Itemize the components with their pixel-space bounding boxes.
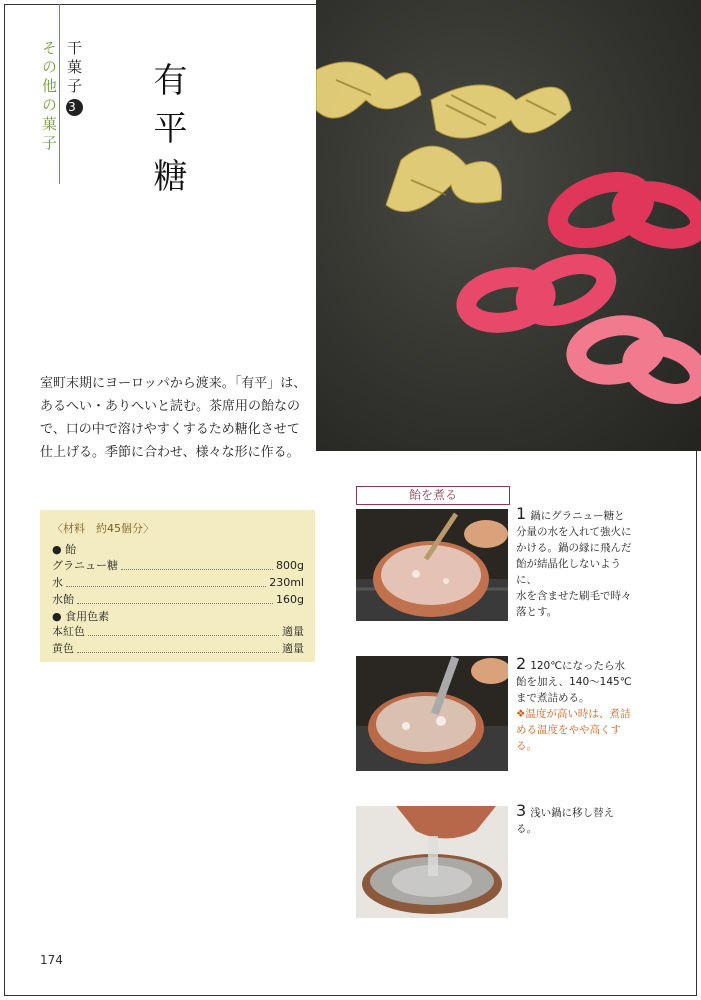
ingredient-row bbox=[52, 574, 304, 590]
step-1 bbox=[516, 506, 636, 620]
step-text: かける。鍋の縁に飛んだ bbox=[516, 542, 632, 554]
step-text: 浅い鍋に移し替え bbox=[530, 807, 615, 819]
ingredient-name: 水飴 bbox=[52, 593, 74, 606]
ingredient-amount: 適量 bbox=[282, 625, 304, 638]
step-tip: める温度をやや高くする。 bbox=[516, 724, 621, 752]
dot-leader bbox=[88, 627, 279, 636]
step-text: 120℃になったら水 bbox=[530, 660, 626, 672]
ingredient-section-label: ● 食用色素 bbox=[52, 610, 110, 623]
intro-line: 室町末期にヨーロッパから渡来。「有平」は、 bbox=[40, 376, 307, 391]
page-title: 有平糖 bbox=[147, 62, 187, 206]
intro-line: 仕上げる。季節に合わせ、様々な形に作る。 bbox=[40, 445, 300, 460]
intro-line: あるへい・ありへいと読む。茶席用の飴なの bbox=[40, 399, 301, 414]
step-number: 3 bbox=[516, 801, 527, 820]
step-text: 落とす。 bbox=[516, 606, 558, 618]
intro-text bbox=[40, 372, 310, 464]
step-number: 2 bbox=[516, 654, 527, 673]
step-text: 飴を加え、140〜145℃ bbox=[516, 676, 632, 688]
ingredient-row bbox=[52, 640, 304, 656]
ingredient-section-label: ● 飴 bbox=[52, 543, 77, 556]
step-tip: ❖温度が高い時は、煮詰 bbox=[516, 708, 631, 720]
step-text: る。 bbox=[516, 823, 537, 835]
ingredient-row bbox=[52, 591, 304, 607]
category-rule bbox=[59, 4, 60, 184]
ingredient-amount: 800g bbox=[276, 558, 304, 572]
step-text: 鍋にグラニュー糖と bbox=[530, 510, 625, 522]
step-text: まで煮詰める。 bbox=[516, 692, 590, 704]
dot-leader bbox=[66, 578, 266, 587]
step-3-photo bbox=[356, 806, 508, 918]
step-2 bbox=[516, 656, 636, 754]
dot-leader bbox=[77, 595, 273, 604]
hero-photo bbox=[316, 0, 701, 451]
section-title: 飴を煮る bbox=[356, 486, 510, 505]
subcategory-label: その他の菓子 bbox=[40, 40, 58, 154]
step-3 bbox=[516, 803, 636, 837]
category-number-badge: 3 bbox=[66, 99, 83, 116]
ingredients-box bbox=[40, 510, 315, 662]
ingredient-amount: 230ml bbox=[269, 575, 304, 589]
step-text: 分量の水を入れて強火に bbox=[516, 526, 632, 538]
dot-leader bbox=[77, 644, 279, 653]
ingredients-heading: 〈材料 約45個分〉 bbox=[52, 522, 154, 535]
ingredient-name: 黄色 bbox=[52, 642, 74, 655]
ingredient-name: 水 bbox=[52, 576, 63, 589]
ingredient-name: グラニュー糖 bbox=[52, 559, 118, 572]
category-label: 干菓子3 bbox=[65, 40, 83, 114]
intro-line: で、口の中で溶けやすくするため糖化させて bbox=[40, 422, 300, 437]
dot-leader bbox=[121, 561, 273, 570]
step-text: 飴が結晶化しないように、 bbox=[516, 558, 621, 586]
ingredient-name: 本紅色 bbox=[52, 625, 85, 638]
step-number: 1 bbox=[516, 504, 527, 523]
page-number: 174 bbox=[40, 953, 63, 967]
ingredient-amount: 160g bbox=[276, 592, 304, 606]
step-2-photo bbox=[356, 656, 508, 771]
ingredient-amount: 適量 bbox=[282, 642, 304, 655]
ingredient-row bbox=[52, 623, 304, 639]
ingredient-row bbox=[52, 557, 304, 573]
step-text: 水を含ませた刷毛で時々 bbox=[516, 590, 632, 602]
step-1-photo bbox=[356, 509, 508, 621]
